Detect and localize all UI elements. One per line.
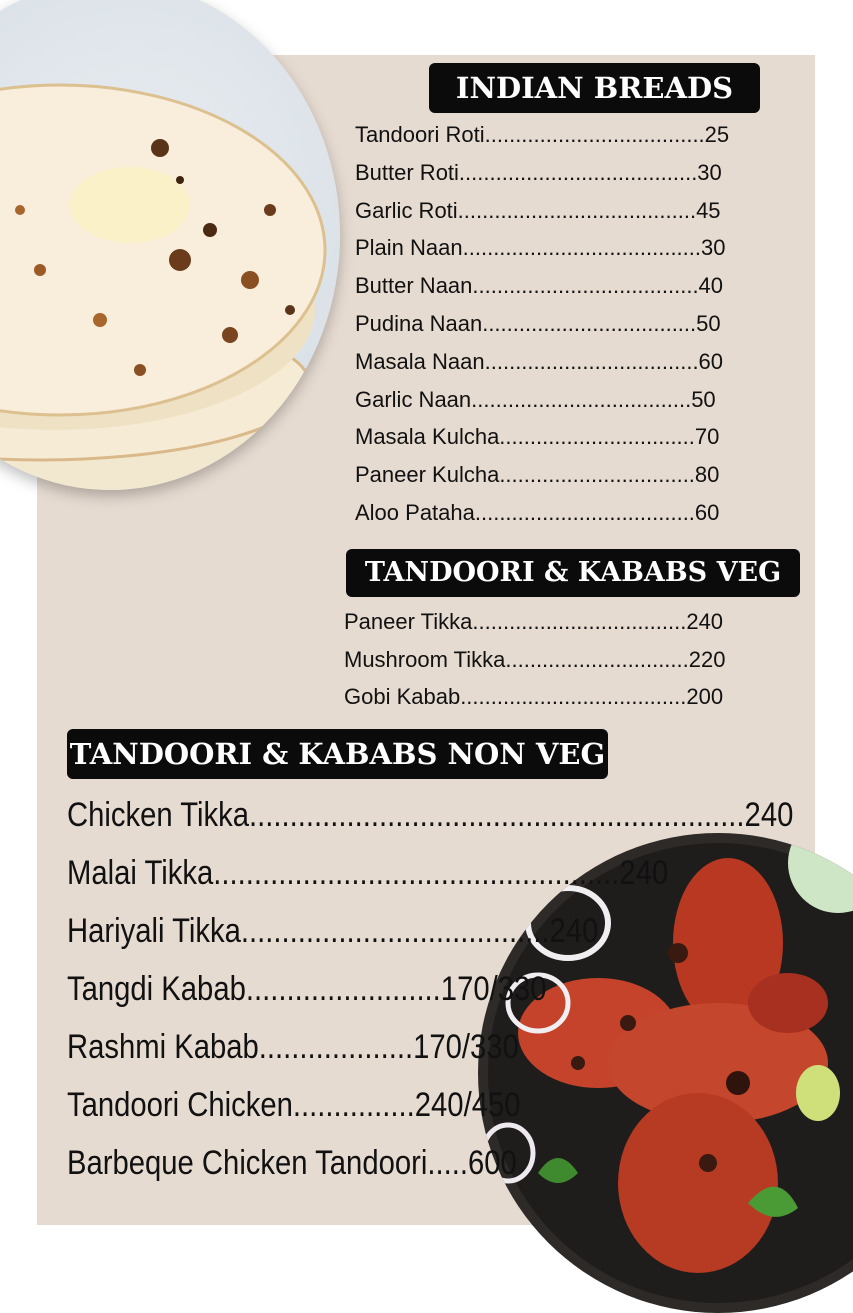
section-heading-indian-breads: INDIAN BREADS [429, 63, 760, 113]
menu-item-butter-roti: Butter Roti.......................................30 [355, 160, 722, 185]
menu-item-barbeque-chicken-tandoori: Barbeque Chicken Tandoori.....600 [67, 1144, 517, 1182]
menu-item-butter-naan: Butter Naan.....................................40 [355, 273, 724, 298]
menu-item-masala-naan: Masala Naan...................................60 [355, 349, 724, 374]
menu-item-garlic-naan: Garlic Naan....................................50 [355, 387, 716, 412]
menu-item-tandoori-chicken: Tandoori Chicken...............240/450 [67, 1086, 521, 1124]
menu-item-garlic-roti: Garlic Roti.......................................45 [355, 198, 721, 223]
section-heading-tandoori-kababs-non-veg: TANDOORI & KABABS NON VEG [67, 729, 608, 779]
menu-item-mushroom-tikka: Mushroom Tikka..............................220 [344, 647, 726, 672]
menu-item-masala-kulcha: Masala Kulcha................................70 [355, 424, 720, 449]
menu-item-malai-tikka: Malai Tikka..................................................240 [67, 854, 669, 892]
menu-item-chicken-tikka: Chicken Tikka.............................................................240 [67, 796, 794, 834]
menu-item-pudina-naan: Pudina Naan...................................50 [355, 311, 721, 336]
tandoori-chicken-photo [478, 833, 853, 1313]
section-heading-tandoori-kababs-veg: TANDOORI & KABABS VEG [346, 549, 800, 597]
menu-item-paneer-tikka: Paneer Tikka...................................240 [344, 609, 724, 634]
menu-item-paneer-kulcha: Paneer Kulcha................................80 [355, 462, 720, 487]
menu-item-gobi-kabab: Gobi Kabab.....................................200 [344, 684, 724, 709]
menu-item-tangdi-kabab: Tangdi Kabab........................170/330 [67, 970, 547, 1008]
menu-item-tandoori-roti: Tandoori Roti....................................25 [355, 122, 730, 147]
menu-item-aloo-pataha: Aloo Pataha....................................60 [355, 500, 720, 525]
menu-item-rashmi-kabab: Rashmi Kabab...................170/330 [67, 1028, 519, 1066]
menu-item-plain-naan: Plain Naan.......................................30 [355, 235, 726, 260]
menu-item-hariyali-tikka: Hariyali Tikka......................................240 [67, 912, 599, 950]
naan-bread-photo [0, 0, 340, 490]
